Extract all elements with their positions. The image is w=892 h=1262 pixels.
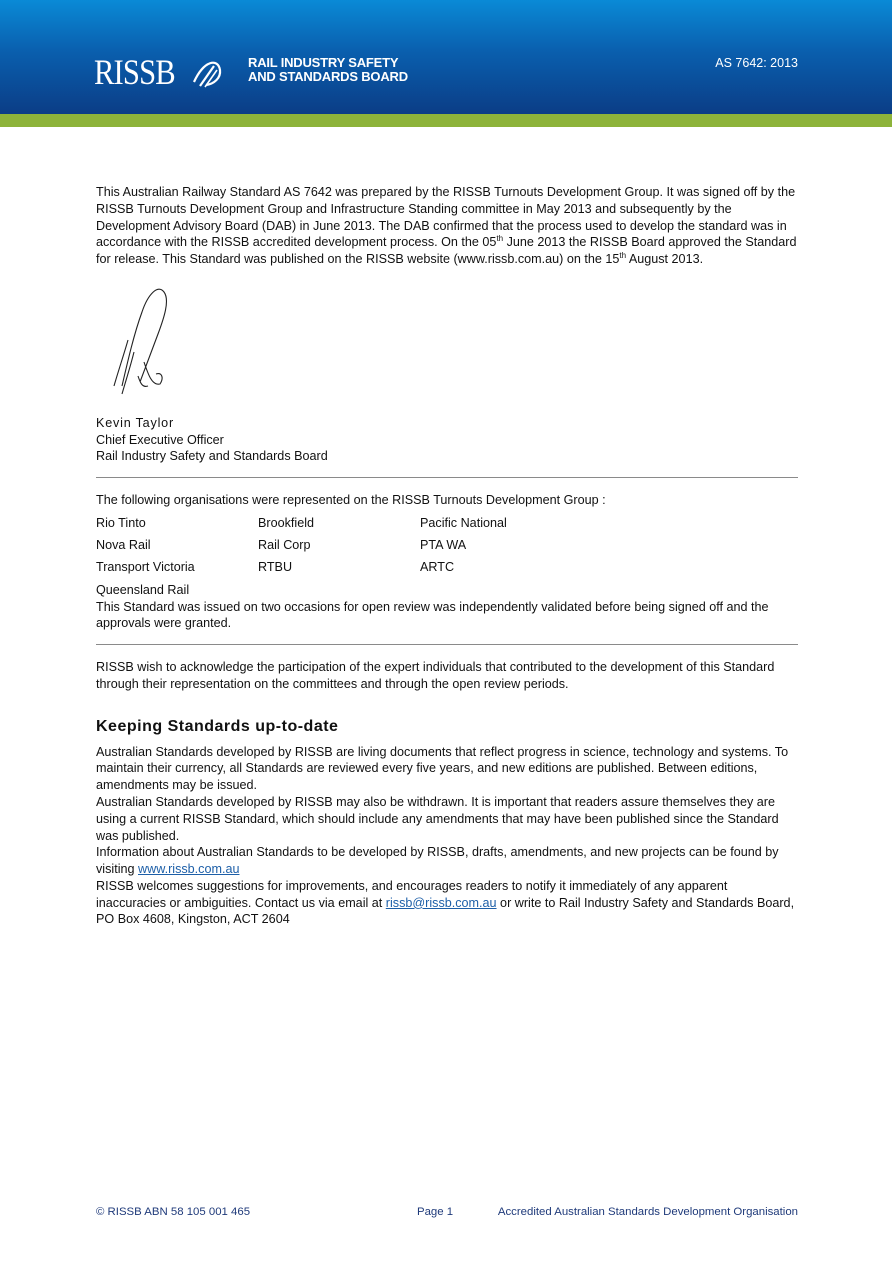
organisation-item: Rio Tinto (96, 515, 146, 530)
tagline-line-2: AND STANDARDS BOARD (248, 69, 408, 84)
organisations-list (96, 515, 798, 599)
page-content (96, 184, 798, 928)
email-link[interactable]: rissb@rissb.com.au (385, 895, 497, 910)
keeping-paragraph-2: Australian Standards developed by RISSB may also be withdrawn. It is important that readers assure themselves they are using a current RISSB Standard, which should include any amendments that may have been published since the Standard was published. (96, 794, 779, 843)
signatory-block (96, 415, 798, 465)
keeping-paragraph-4: RISSB welcomes suggestions for improvements, and encourages readers to notify it immediately of any apparent inaccuracies or ambiguities. Contact us via email at rissb@rissb.com.au or write to Rail Industry Safety and Standards Board, PO Box 4608, Kingston, ACT 2604 (96, 878, 795, 927)
signatory-role: Chief Executive Officer (96, 432, 224, 447)
divider (96, 477, 798, 478)
logo-wordmark: RISSB (94, 52, 175, 92)
organisation-item: PTA WA (420, 537, 467, 552)
signature-image (104, 282, 176, 400)
organisation-item: Pacific National (420, 515, 507, 530)
organisation-item: Nova Rail (96, 537, 151, 552)
organisations-intro: The following organisations were represented on the RISSB Turnouts Development Group : (96, 493, 606, 508)
divider (96, 644, 798, 645)
keeping-paragraph-1: Australian Standards developed by RISSB are living documents that reflect progress in science, technology and systems. To maintain their currency, all Standards are reviewed every five years, and new editions are published. Between editions, amendments may be issued. (96, 744, 789, 793)
organisation-item: Rail Corp (258, 537, 311, 552)
rissb-swoosh-icon (186, 52, 226, 92)
organisation-item: ARTC (420, 560, 455, 575)
intro-paragraph: This Australian Railway Standard AS 7642 was prepared by the RISSB Turnouts Development Group. It was signed off by the RISSB Turnouts Development Group and Infrastructure Standing committee in May 2013 and subsequently by the Development Advisory Board (DAB) in June 2013. The DAB confirmed that the process used to develop the standard was in accordance with the RISSB accredited development process. On the 05th June 2013 the RISSB Board approved the Standard for release. This Standard was published on the RISSB website (www.rissb.com.au) on the 15th August 2013. (96, 185, 797, 267)
header-green-stripe (0, 114, 892, 127)
tagline-line-1: RAIL INDUSTRY SAFETY (248, 55, 399, 70)
footer-copyright: © RISSB ABN 58 105 001 465 (96, 1206, 251, 1218)
keeping-paragraph-3: Information about Australian Standards to be developed by RISSB, drafts, amendments, and new projects can be found by visiting www.rissb.com.au (96, 845, 779, 877)
review-note: This Standard was issued on two occasions for open review was independently validated before being signed off and the approvals were granted. (96, 599, 769, 631)
organisation-item: RTBU (258, 560, 293, 575)
website-link[interactable]: www.rissb.com.au (138, 862, 240, 877)
acknowledgement-paragraph: RISSB wish to acknowledge the participation of the expert individuals that contributed to the development of this Standard through their representation on the committees and through the open review periods. (96, 660, 775, 691)
document-id: AS 7642: 2013 (715, 56, 798, 70)
rissb-logo (94, 52, 408, 92)
footer-accreditation: Accredited Australian Standards Development Organisation (497, 1206, 798, 1218)
section-heading: Keeping Standards up-to-date (96, 717, 339, 735)
organisation-item: Brookfield (258, 515, 315, 530)
organisation-item: Queensland Rail (96, 582, 190, 597)
footer-page-number: Page 1 (417, 1206, 454, 1218)
logo-tagline (248, 56, 408, 84)
signatory-name: Kevin Taylor (96, 415, 174, 430)
header-band (0, 0, 892, 114)
signatory-org: Rail Industry Safety and Standards Board (96, 449, 328, 464)
organisation-item: Transport Victoria (96, 560, 195, 575)
